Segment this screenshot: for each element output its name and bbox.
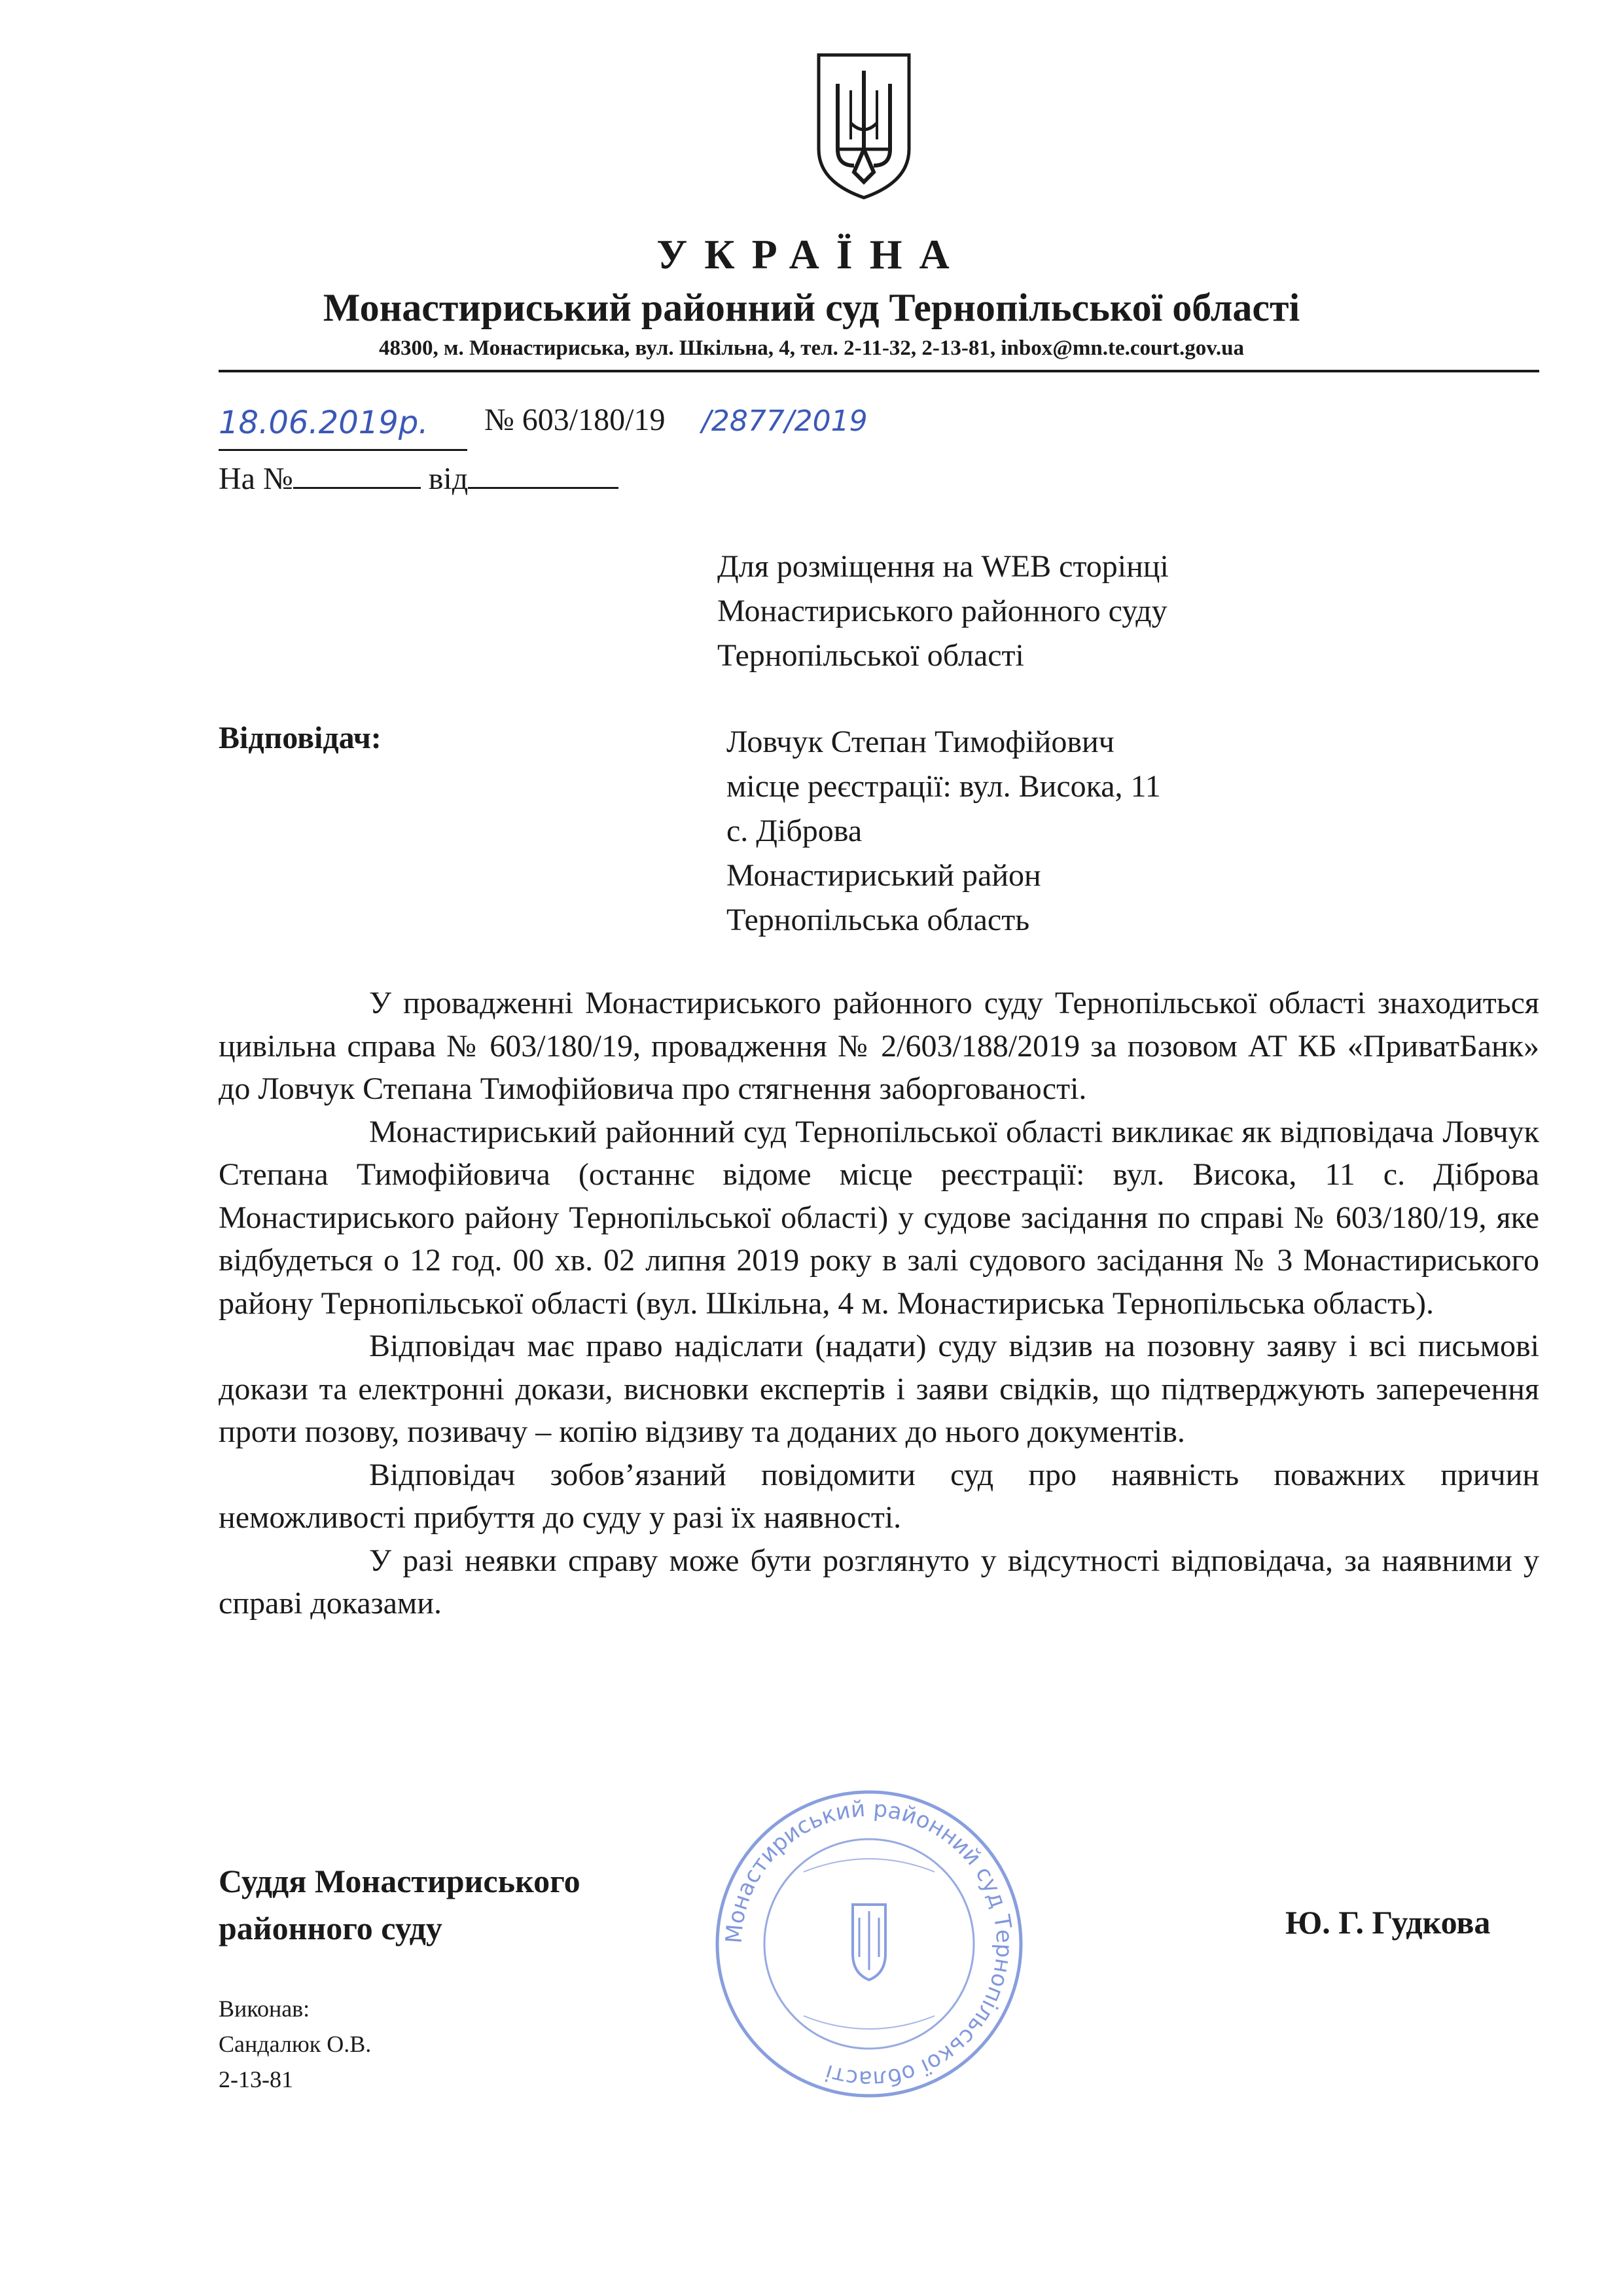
coat-of-arms-icon bbox=[815, 51, 913, 202]
judge-title bbox=[219, 1857, 580, 1952]
executor-phone: 2-13-81 bbox=[219, 2066, 293, 2092]
judge-name: Ю. Г. Гудкова bbox=[1285, 1904, 1491, 1941]
seal-text: Монастириський районний суд Тернопільської області bbox=[721, 1795, 1018, 2092]
date-underline bbox=[219, 449, 467, 451]
executor-label: Виконав: bbox=[219, 1996, 310, 2022]
court-seal-stamp bbox=[705, 1780, 1033, 2108]
reply-reference bbox=[219, 458, 618, 497]
handwritten-date: 18.06.2019р. bbox=[219, 404, 429, 441]
outgoing-number: № 603/180/19 bbox=[484, 403, 666, 437]
respondent-line: Тернопільська область bbox=[726, 903, 1030, 937]
recipient-line: Тернопільської області bbox=[717, 638, 1024, 673]
respondent-block bbox=[726, 720, 1161, 942]
executor-block bbox=[219, 1991, 371, 2097]
body-paragraph: Відповідач зобов’язаний повідомити суд про наявність поважних причин неможливості прибуття до суду у разі їх наявності. bbox=[219, 1457, 1539, 1535]
respondent-line: місце реєстрації: вул. Висока, 11 bbox=[726, 769, 1161, 804]
executor-name: Сандалюк О.В. bbox=[219, 2031, 372, 2057]
respondent-line: Ловчук Степан Тимофійович bbox=[726, 725, 1115, 759]
body-paragraph: У разі неявки справу може бути розглянуто у відсутності відповідача, за наявними у справі доказами. bbox=[219, 1543, 1539, 1621]
recipient-line: Монастириського районного суду bbox=[717, 594, 1168, 628]
court-name: Монастириський районний суд Тернопільської області bbox=[323, 286, 1300, 329]
recipient-line: Для розміщення на WEB сторінці bbox=[717, 549, 1169, 584]
recipient-block bbox=[717, 545, 1169, 678]
court-address: 48300, м. Монастириська, вул. Шкільна, 4, тел. 2-11-32, 2-13-81, inbox@mn.te.court.gov.ua bbox=[378, 336, 1245, 360]
judge-title-line: Суддя Монастириського bbox=[219, 1863, 580, 1899]
reply-number-blank bbox=[293, 458, 421, 489]
reply-prefix: На № bbox=[219, 461, 293, 496]
respondent-label: Відповідач: bbox=[219, 721, 382, 755]
reply-date-blank bbox=[468, 458, 618, 489]
respondent-line: с. Діброва bbox=[726, 814, 863, 848]
respondent-line: Монастириський район bbox=[726, 858, 1041, 893]
body-paragraph: Монастириський районний суд Тернопільської області викликає як відповідача Ловчук Степана Тимофійовича (останнє відоме місце реєстрації: вул. Висока, 11 с. Діброва Монастириського району Тернопільської області) у судове засідання по справі № 603/180/19, яке відбудеться о 12 год. 00 хв. 02 липня 2019 року в залі судового засідання № 3 Монастириського району Тернопільської області (вул. Шкільна, 4 м. Монастириська Тернопільська область). bbox=[219, 1114, 1539, 1321]
reply-from: від bbox=[428, 461, 469, 496]
header-divider bbox=[219, 370, 1539, 372]
country-heading: УКРАЇНА bbox=[656, 231, 967, 278]
body-paragraph: Відповідач має право надіслати (надати) суду відзив на позовну заяву і всі письмові докази та електронні докази, висновки експертів і заяви свідків, що підтверджують заперечення проти позову, позивачу – копію відзиву та доданих до нього документів. bbox=[219, 1329, 1539, 1449]
document-body bbox=[219, 982, 1539, 1625]
handwritten-number: /2877/2019 bbox=[702, 404, 868, 438]
body-paragraph: У провадженні Монастириського районного суду Тернопільської області знаходиться цивільна справа № 603/180/19, провадження № 2/603/188/2019 за позовом АТ КБ «ПриватБанк» до Ловчук Степана Тимофійовича про стягнення заборгованості. bbox=[219, 986, 1539, 1106]
judge-title-line: районного суду bbox=[219, 1910, 442, 1946]
